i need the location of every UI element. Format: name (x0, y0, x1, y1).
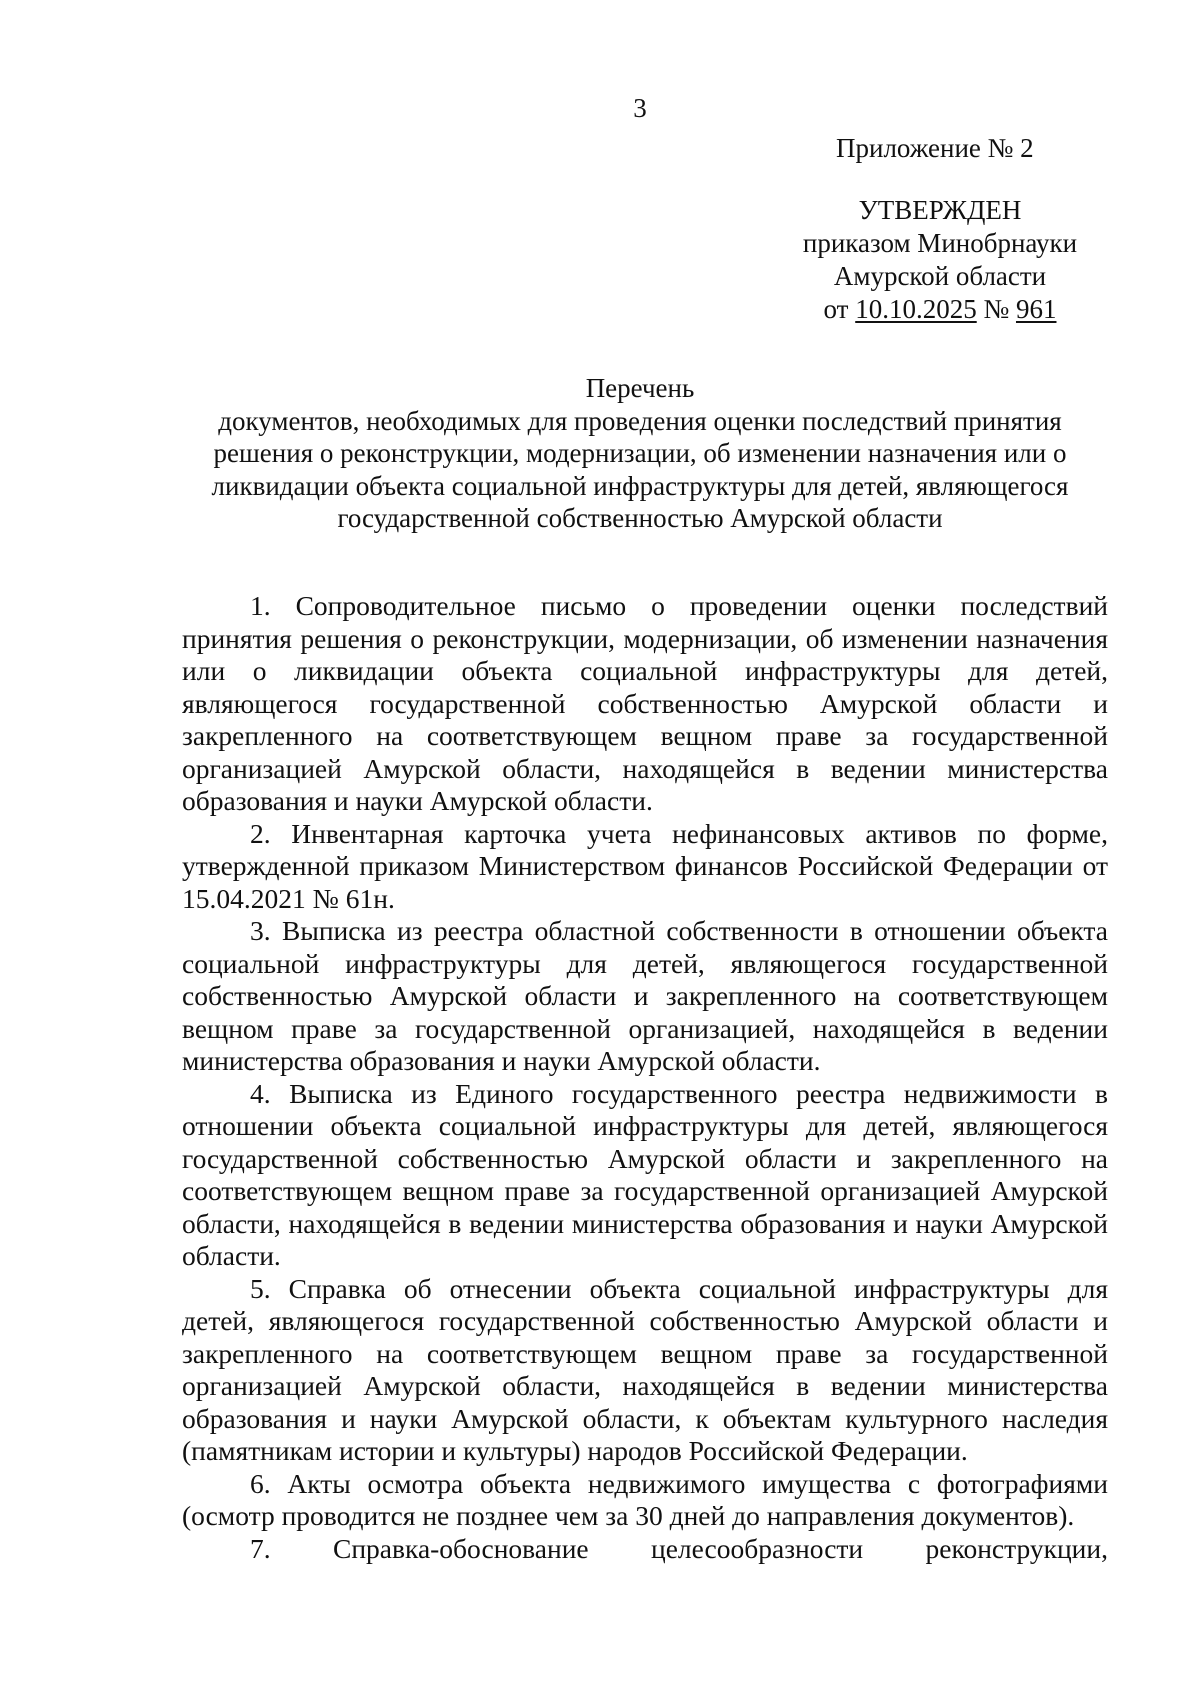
list-item-6: 6. Акты осмотра объекта недвижимого имущества с фотографиями (осмотр проводится не позднее чем за 30 дней до направления документов). (182, 1467, 1108, 1531)
list-item-2: 2. Инвентарная карточка учета нефинансовых активов по форме, утвержденной приказом Министерством финансов Российской Федерации от 15.04.2021 № 61н. (182, 817, 1108, 914)
title-line: документов, необходимых для проведения оценки последствий принятия (218, 405, 1062, 436)
approval-order-line: приказом Минобрнауки (802, 228, 1078, 258)
approval-date-line (790, 293, 1090, 326)
appendix-label: Приложение № 2 (836, 133, 1034, 163)
document-title (160, 372, 1120, 535)
approval-region-line: Амурской области (833, 261, 1047, 291)
title-line: решения о реконструкции, модернизации, об изменении назначения или о (213, 438, 1067, 468)
list-item-3: 3. Выписка из реестра областной собственности в отношении объекта социальной инфраструктуры для детей, являющегося государственной собственностью Амурской области и закрепленного на соответствующем вещном праве за государственной организацией, находящейся в ведении министерства образования и науки Амурской области. (182, 915, 1108, 1076)
list-item-7: 7. Справка-обоснование целесообразности реконструкции, (250, 1532, 1108, 1564)
list-item-4: 4. Выписка из Единого государственного реестра недвижимости в отношении объекта социальной инфраструктуры для детей, являющегося государственной собственностью Амурской области и закрепленного на соответствующем вещном праве за государственной организацией Амурской области, находящейся в ведении министерства образования и науки Амурской области. (182, 1077, 1108, 1271)
approval-number: 961 (1015, 294, 1057, 324)
title-heading: Перечень (585, 373, 695, 403)
approval-date-prefix: от (823, 294, 849, 324)
document-list (182, 590, 1108, 1565)
approval-title: УТВЕРЖДЕН (858, 195, 1022, 225)
title-line: государственной собственностью Амурской области (337, 503, 943, 533)
list-item-1: 1. Сопроводительное письмо о проведении оценки последствий принятия решения о реконструкции, модернизации, об изменении назначения или о ликвидации объекта социальной инфраструктуры для детей, являющегося государственной собственностью Амурской области и закрепленного на соответствующем вещном праве за государственной организацией Амурской области, находящейся в ведении министерства образования и науки Амурской области. (182, 590, 1108, 816)
approval-number-sign: № (983, 294, 1010, 324)
page-number: 3 (633, 93, 647, 123)
title-line: ликвидации объекта социальной инфраструктуры для детей, являющегося (211, 470, 1069, 501)
approval-stamp-block (790, 194, 1090, 326)
list-item-5: 5. Справка об отнесении объекта социальной инфраструктуры для детей, являющегося государственной собственностью Амурской области и закрепленного на соответствующем вещном праве за государственной организацией Амурской области, находящейся в ведении министерства образования и науки Амурской области, к объектам культурного наследия (памятникам истории и культуры) народов Российской Федерации. (182, 1272, 1108, 1466)
approval-date: 10.10.2025 (855, 294, 977, 324)
